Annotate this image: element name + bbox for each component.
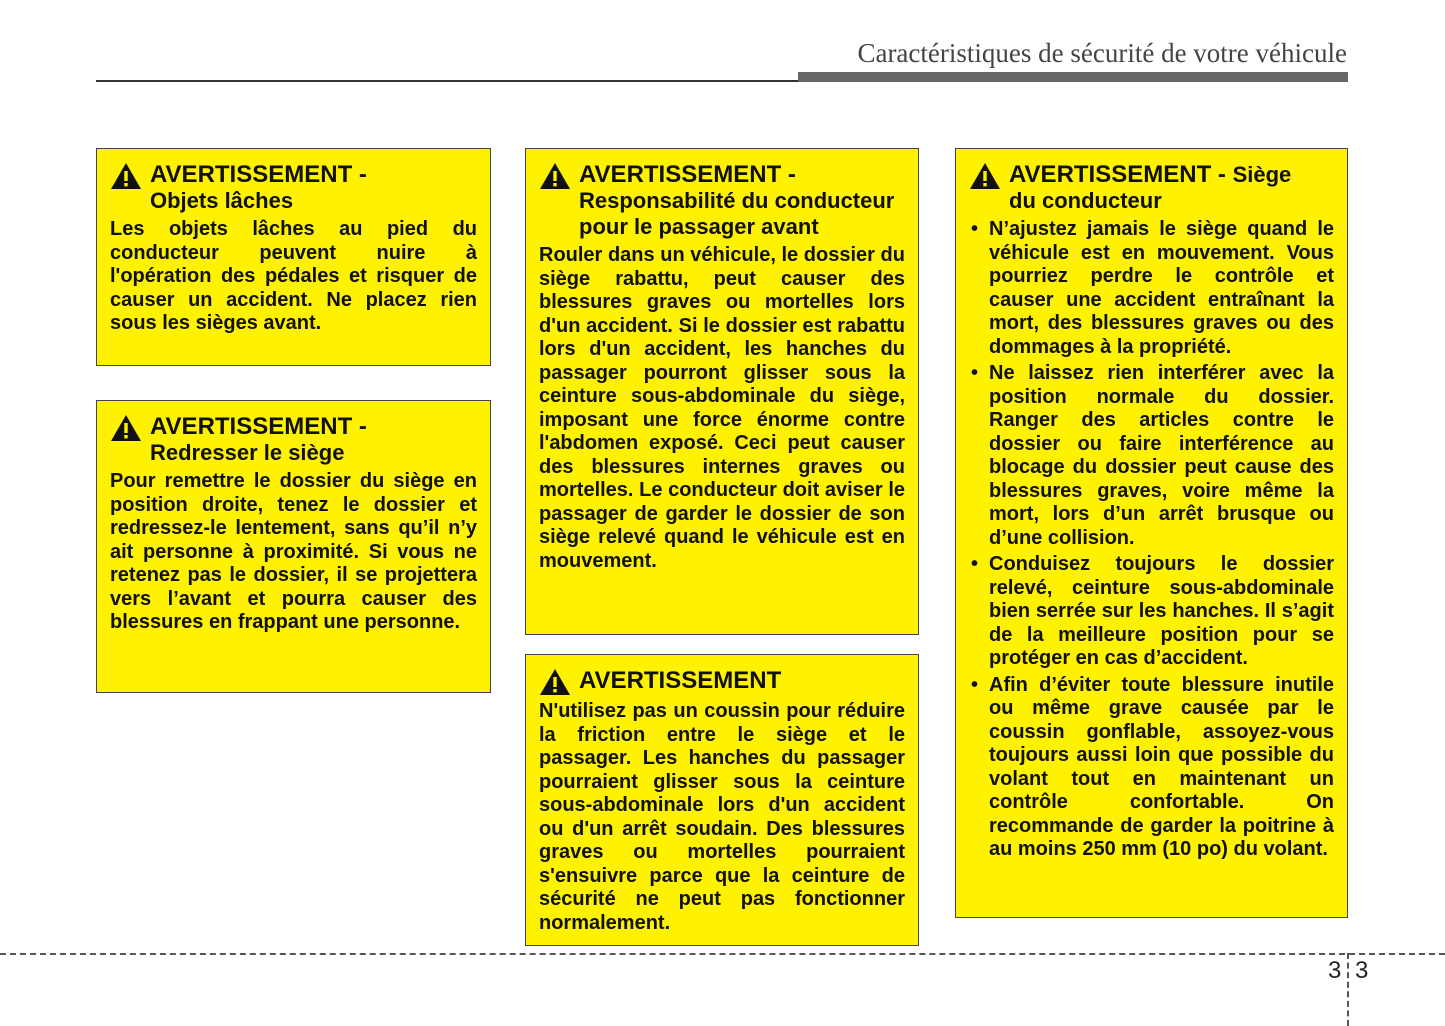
list-item: • N’ajustez jamais le siège quand le véhicule est en mouvement. Vous pourriez perdre le contrôle et causer une accident entraînant la mort, des blessures graves ou des dommages à la propriété. bbox=[969, 218, 1334, 359]
warning-subtitle: Objets lâches bbox=[150, 188, 294, 213]
warning-subtitle: du conducteur bbox=[1009, 188, 1162, 213]
section-number: 3 bbox=[1328, 957, 1342, 984]
warning-title-text: AVERTISSEMENT - bbox=[1009, 161, 1226, 188]
page-number-separator bbox=[1347, 953, 1349, 1026]
header-rule bbox=[96, 80, 800, 82]
warning-triangle-icon bbox=[539, 668, 571, 696]
warning-body: Rouler dans un véhicule, le dossier du siège rabattu, peut causer des blessures graves ou mortelles lors d'un accident. Si le dossier est rabattu lors d'un accident, les hanches du passager pourront glisser sous la ceinture sous-abdominale du siège, imposant une force énorme contre l'abdomen exposé. Ceci peut causer des blessures internes graves ou mortelles. Le conducteur doit aviser le passager de garder le dossier de son siège relevé quand le véhicule est en mouvement. bbox=[539, 244, 905, 572]
warning-subtitle: Responsabilité du conducteur pour le passager avant bbox=[579, 188, 895, 239]
warning-heading bbox=[969, 162, 1334, 214]
warning-title: AVERTISSEMENT bbox=[579, 667, 782, 694]
page-header-title: Caractéristiques de sécurité de votre véhicule bbox=[857, 38, 1347, 68]
list-item: • Afin d’éviter toute blessure inutile ou même grave causée par le coussin gonflable, assoyez-vous toujours aussi loin que possible du volant tout en maintenant un contrôle confortable. On recommande de garder la poitrine à au moins 250 mm (10 po) du volant. bbox=[969, 674, 1334, 862]
warning-triangle-icon bbox=[110, 414, 142, 442]
header-rule-accent bbox=[798, 72, 1348, 82]
warning-title: AVERTISSEMENT - bbox=[150, 413, 367, 440]
warning-box-driver-seat bbox=[955, 148, 1348, 918]
warning-triangle-icon bbox=[539, 162, 571, 190]
warning-body: Pour remettre le dossier du siège en position droite, tenez le dossier et redressez-le lentement, sans qu’il n’y ait personne à proximité. Si vous ne retenez pas le dossier, il se projettera vers l’avant et pourra causer des blessures en frappant une personne. bbox=[110, 470, 477, 633]
warning-triangle-icon bbox=[110, 162, 142, 190]
warning-body: N'utilisez pas un coussin pour réduire la friction entre le siège et le passager. Les hanches du passager pourraient glisser sous la ceinture sous-abdominale lors d'un accident ou d'un arrêt soudain. Des blessures graves ou mortelles pourraient s'ensuivre parce que la ceinture de sécurité ne peut pas fonctionner normalement. bbox=[539, 700, 905, 934]
warning-bullet-list bbox=[969, 218, 1334, 862]
warning-body: Les objets lâches au pied du conducteur peuvent nuire à l'opération des pédales et risquer de causer un accident. Ne placez rien sous les sièges avant. bbox=[110, 218, 477, 334]
warning-title: AVERTISSEMENT - bbox=[579, 161, 796, 188]
warning-heading bbox=[110, 162, 477, 214]
warning-heading bbox=[539, 162, 905, 240]
page-number: 3 bbox=[1355, 957, 1369, 984]
list-item: • Conduisez toujours le dossier relevé, ceinture sous-abdominale bien serrée sur les hanches. Il s’agit de la meilleure position pour se protéger en cas d’accident. bbox=[969, 553, 1334, 671]
footer-rule bbox=[0, 953, 1445, 955]
warning-heading bbox=[539, 668, 905, 696]
warning-box-cushion bbox=[525, 654, 919, 946]
warning-box-loose-objects bbox=[96, 148, 491, 366]
warning-subtitle: Redresser le siège bbox=[150, 440, 345, 465]
warning-heading bbox=[110, 414, 477, 466]
warning-subtitle-inline: Siège bbox=[1232, 162, 1292, 187]
warning-box-driver-responsibility bbox=[525, 148, 919, 635]
warning-title: AVERTISSEMENT - bbox=[150, 161, 367, 188]
warning-box-straighten-seat bbox=[96, 400, 491, 693]
warning-title bbox=[1009, 162, 1334, 188]
list-item: • Ne laissez rien interférer avec la position normale du dossier. Ranger des articles contre le dossier ou faire interférence au blocage du dossier peut cause des blessures graves, voire même la mort, lors d’un arrêt brusque ou d’une collision. bbox=[969, 362, 1334, 550]
warning-triangle-icon bbox=[969, 162, 1001, 190]
